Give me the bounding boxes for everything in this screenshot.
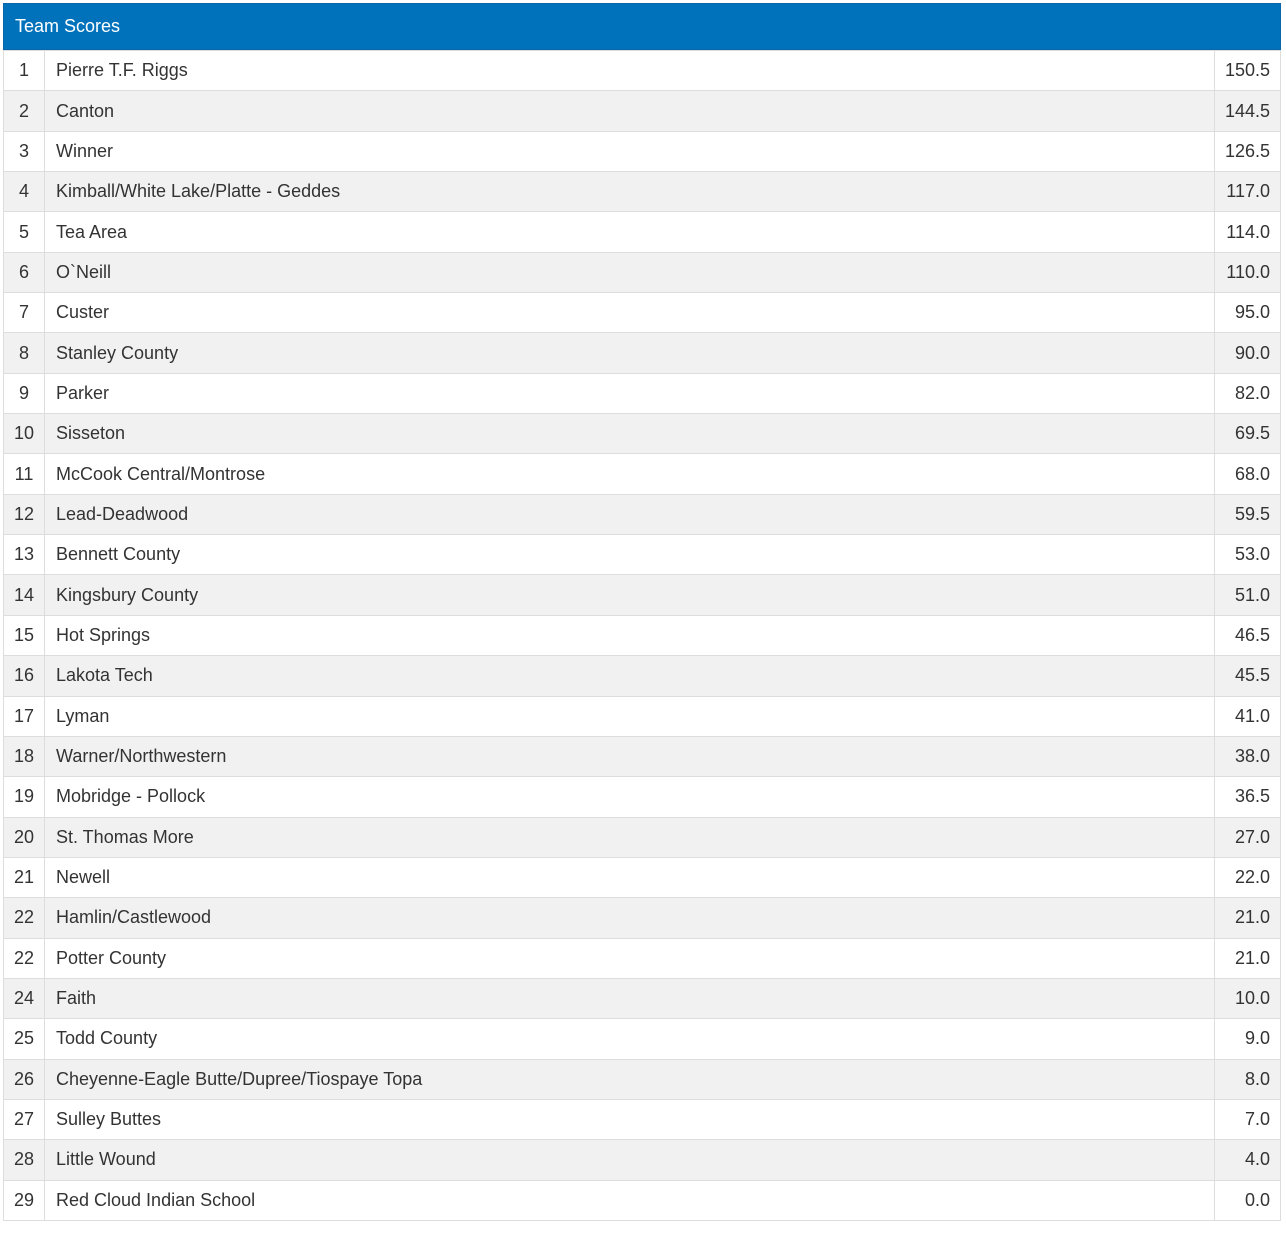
rank-cell: 7	[4, 293, 45, 333]
score-cell: 126.5	[1215, 131, 1281, 171]
score-cell: 82.0	[1215, 373, 1281, 413]
team-name-cell: Potter County	[45, 938, 1215, 978]
table-row	[4, 575, 1281, 615]
rank-cell: 5	[4, 212, 45, 252]
score-cell: 38.0	[1215, 736, 1281, 776]
rank-cell: 22	[4, 938, 45, 978]
team-name-cell: Warner/Northwestern	[45, 736, 1215, 776]
score-cell: 59.5	[1215, 494, 1281, 534]
score-cell: 69.5	[1215, 414, 1281, 454]
rank-cell: 20	[4, 817, 45, 857]
table-row	[4, 857, 1281, 897]
table-row	[4, 293, 1281, 333]
rank-cell: 9	[4, 373, 45, 413]
table-row	[4, 212, 1281, 252]
team-name-cell: Mobridge - Pollock	[45, 777, 1215, 817]
score-cell: 114.0	[1215, 212, 1281, 252]
table-row	[4, 91, 1281, 131]
team-name-cell: Red Cloud Indian School	[45, 1180, 1215, 1220]
team-name-cell: Todd County	[45, 1019, 1215, 1059]
table-row	[4, 898, 1281, 938]
team-name-cell: Tea Area	[45, 212, 1215, 252]
score-cell: 36.5	[1215, 777, 1281, 817]
rank-cell: 11	[4, 454, 45, 494]
team-name-cell: O`Neill	[45, 252, 1215, 292]
score-cell: 51.0	[1215, 575, 1281, 615]
table-row	[4, 1140, 1281, 1180]
rank-cell: 26	[4, 1059, 45, 1099]
rank-cell: 15	[4, 615, 45, 655]
score-cell: 41.0	[1215, 696, 1281, 736]
table-row	[4, 454, 1281, 494]
rank-cell: 19	[4, 777, 45, 817]
rank-cell: 14	[4, 575, 45, 615]
score-cell: 9.0	[1215, 1019, 1281, 1059]
team-scores-table	[3, 50, 1281, 1221]
team-name-cell: Newell	[45, 857, 1215, 897]
score-cell: 45.5	[1215, 656, 1281, 696]
table-row	[4, 1059, 1281, 1099]
team-name-cell: Canton	[45, 91, 1215, 131]
rank-cell: 24	[4, 978, 45, 1018]
rank-cell: 4	[4, 172, 45, 212]
score-cell: 117.0	[1215, 172, 1281, 212]
score-cell: 4.0	[1215, 1140, 1281, 1180]
score-cell: 53.0	[1215, 535, 1281, 575]
team-scores-panel	[3, 3, 1281, 1221]
table-row	[4, 131, 1281, 171]
rank-cell: 12	[4, 494, 45, 534]
score-cell: 27.0	[1215, 817, 1281, 857]
rank-cell: 17	[4, 696, 45, 736]
team-name-cell: McCook Central/Montrose	[45, 454, 1215, 494]
score-cell: 0.0	[1215, 1180, 1281, 1220]
rank-cell: 28	[4, 1140, 45, 1180]
team-name-cell: Stanley County	[45, 333, 1215, 373]
team-name-cell: Little Wound	[45, 1140, 1215, 1180]
score-cell: 110.0	[1215, 252, 1281, 292]
score-cell: 21.0	[1215, 938, 1281, 978]
rank-cell: 3	[4, 131, 45, 171]
team-name-cell: Sisseton	[45, 414, 1215, 454]
table-row	[4, 535, 1281, 575]
table-row	[4, 615, 1281, 655]
team-name-cell: Sulley Buttes	[45, 1099, 1215, 1139]
rank-cell: 25	[4, 1019, 45, 1059]
team-name-cell: Pierre T.F. Riggs	[45, 51, 1215, 91]
score-cell: 7.0	[1215, 1099, 1281, 1139]
rank-cell: 18	[4, 736, 45, 776]
table-row	[4, 1099, 1281, 1139]
table-row	[4, 1180, 1281, 1220]
rank-cell: 29	[4, 1180, 45, 1220]
score-cell: 21.0	[1215, 898, 1281, 938]
rank-cell: 13	[4, 535, 45, 575]
table-row	[4, 817, 1281, 857]
score-cell: 95.0	[1215, 293, 1281, 333]
rank-cell: 8	[4, 333, 45, 373]
rank-cell: 22	[4, 898, 45, 938]
team-name-cell: Lyman	[45, 696, 1215, 736]
score-cell: 10.0	[1215, 978, 1281, 1018]
team-name-cell: Bennett County	[45, 535, 1215, 575]
team-name-cell: Custer	[45, 293, 1215, 333]
rank-cell: 1	[4, 51, 45, 91]
table-row	[4, 333, 1281, 373]
rank-cell: 10	[4, 414, 45, 454]
table-row	[4, 938, 1281, 978]
team-name-cell: Kimball/White Lake/Platte - Geddes	[45, 172, 1215, 212]
table-row	[4, 1019, 1281, 1059]
table-row	[4, 777, 1281, 817]
score-cell: 46.5	[1215, 615, 1281, 655]
score-cell: 90.0	[1215, 333, 1281, 373]
table-row	[4, 51, 1281, 91]
score-cell: 150.5	[1215, 51, 1281, 91]
score-cell: 8.0	[1215, 1059, 1281, 1099]
team-name-cell: Faith	[45, 978, 1215, 1018]
team-name-cell: Kingsbury County	[45, 575, 1215, 615]
score-cell: 68.0	[1215, 454, 1281, 494]
header-title: Team Scores	[15, 16, 121, 36]
table-row	[4, 414, 1281, 454]
table-row	[4, 978, 1281, 1018]
rank-cell: 27	[4, 1099, 45, 1139]
rank-cell: 6	[4, 252, 45, 292]
table-row	[4, 696, 1281, 736]
rank-cell: 21	[4, 857, 45, 897]
table-row	[4, 656, 1281, 696]
score-cell: 144.5	[1215, 91, 1281, 131]
table-row	[4, 373, 1281, 413]
team-name-cell: Cheyenne-Eagle Butte/Dupree/Tiospaye Topa	[45, 1059, 1215, 1099]
team-name-cell: Lakota Tech	[45, 656, 1215, 696]
team-name-cell: Hamlin/Castlewood	[45, 898, 1215, 938]
table-row	[4, 172, 1281, 212]
table-row	[4, 736, 1281, 776]
rank-cell: 2	[4, 91, 45, 131]
team-scores-header	[3, 3, 1281, 50]
team-name-cell: Lead-Deadwood	[45, 494, 1215, 534]
team-name-cell: Winner	[45, 131, 1215, 171]
rank-cell: 16	[4, 656, 45, 696]
score-cell: 22.0	[1215, 857, 1281, 897]
table-row	[4, 252, 1281, 292]
team-name-cell: Hot Springs	[45, 615, 1215, 655]
table-row	[4, 494, 1281, 534]
table-body	[4, 51, 1281, 1221]
team-name-cell: St. Thomas More	[45, 817, 1215, 857]
team-name-cell: Parker	[45, 373, 1215, 413]
